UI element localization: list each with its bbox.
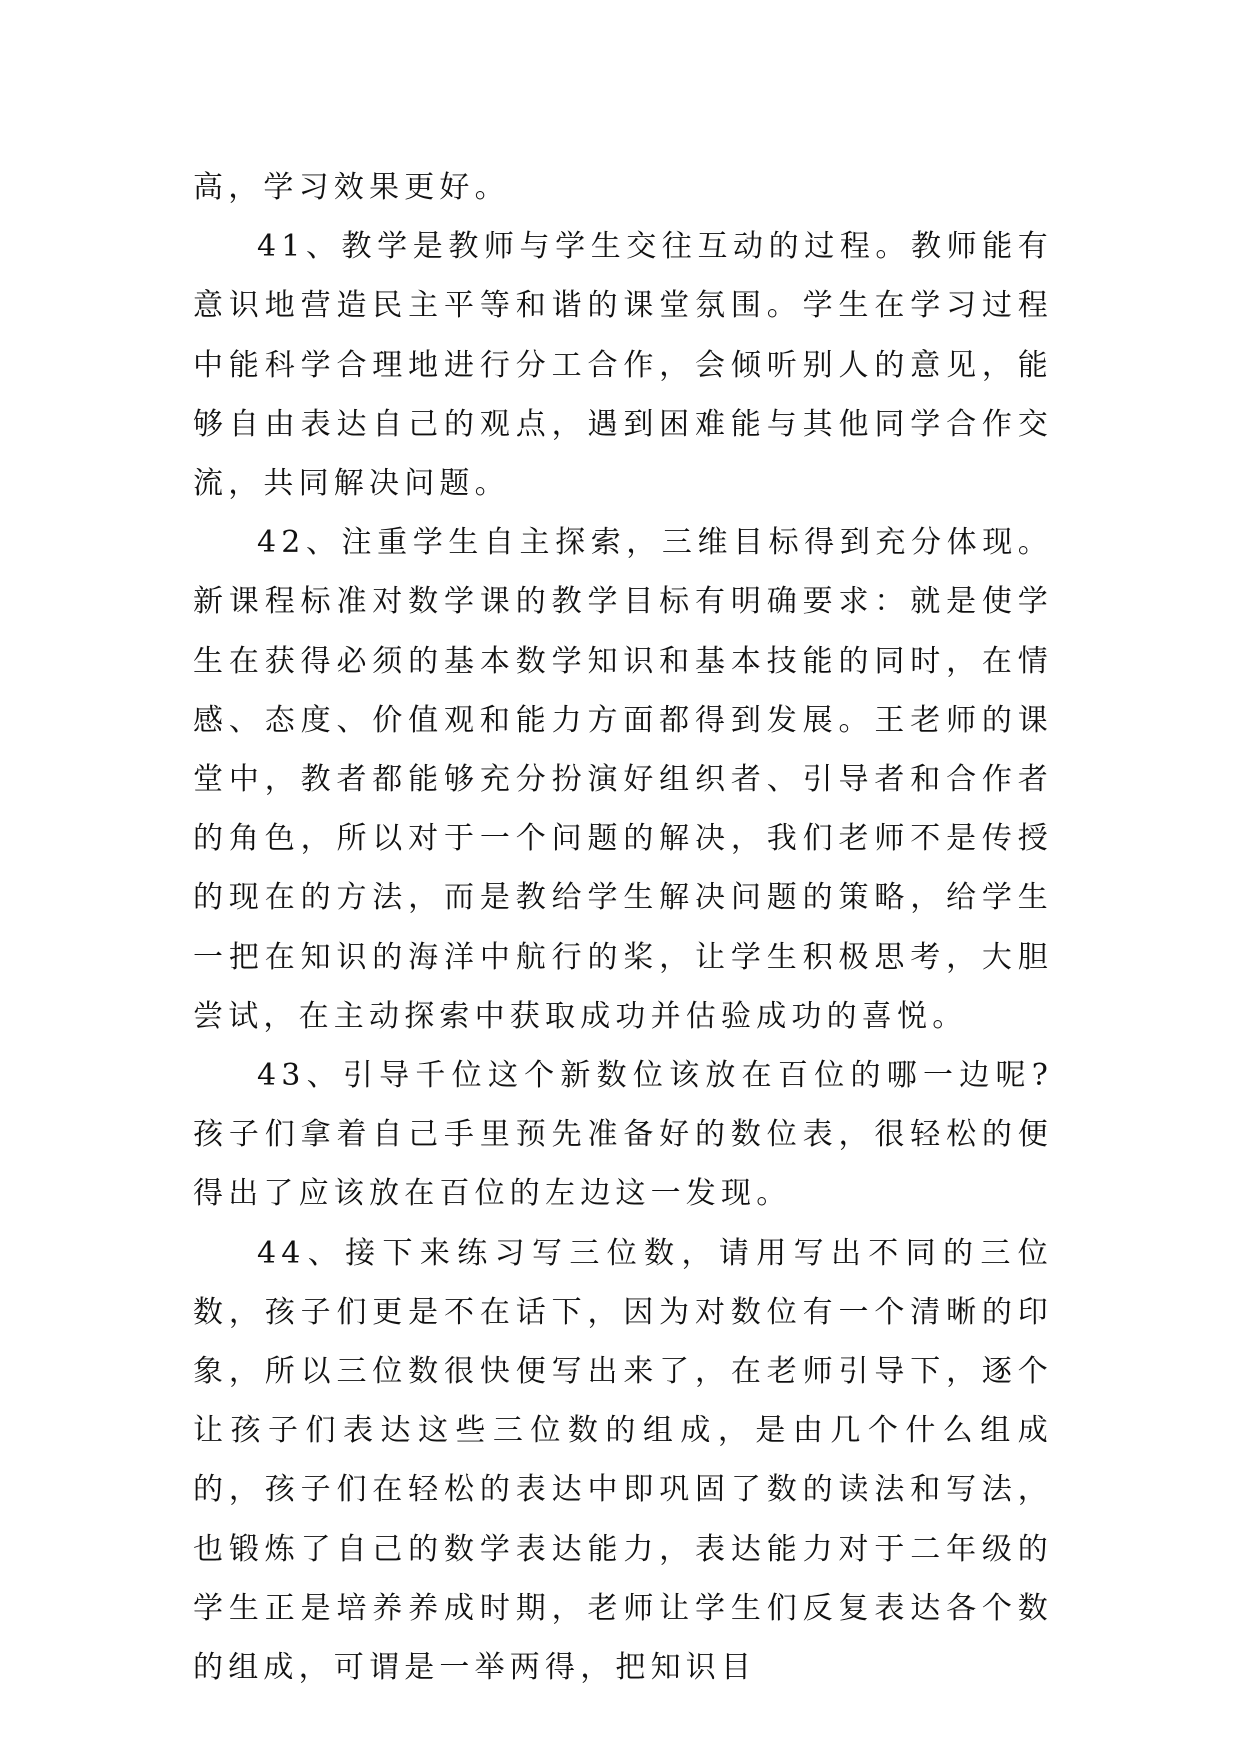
paragraph-44: 44、接下来练习写三位数，请用写出不同的三位数，孩子们更是不在话下，因为对数位有一个清晰的印象，所以三位数很快便写出来了，在老师引导下，逐个让孩子们表达这些三位数的组成，是由几个什么组成的，孩子们在轻松的表达中即巩固了数的读法和写法，也锻炼了自己的数学表达能力，表达能力对于二年级的学生正是培养养成时期，老师让学生们反复表达各个数的组成，可谓是一举两得，把知识目 xyxy=(193,1235,1053,1686)
document-body xyxy=(193,158,1053,1697)
paragraph-42: 42、注重学生自主探索，三维目标得到充分体现。新课程标准对数学课的教学目标有明确要求：就是使学生在获得必须的基本数学知识和基本技能的同时，在情感、态度、价值观和能力方面都得到发展。王老师的课堂中，教者都能够充分扮演好组织者、引导者和合作者的角色，所以对于一个问题的解决，我们老师不是传授的现在的方法，而是教给学生解决问题的策略，给学生一把在知识的海洋中航行的桨，让学生积极思考，大胆尝试，在主动探索中获取成功并估验成功的喜悦。 xyxy=(193,525,1053,1034)
paragraph-43: 43、引导千位这个新数位该放在百位的哪一边呢?孩子们拿着自己手里预先准备好的数位表，很轻松的便得出了应该放在百位的左边这一发现。 xyxy=(193,1058,1053,1212)
paragraph-continuation: 高，学习效果更好。 xyxy=(193,170,510,205)
paragraph-41: 41、教学是教师与学生交往互动的过程。教师能有意识地营造民主平等和谐的课堂氛围。学生在学习过程中能科学合理地进行分工合作，会倾听别人的意见，能够自由表达自己的观点，遇到困难能与其他同学合作交流，共同解决问题。 xyxy=(193,229,1053,502)
